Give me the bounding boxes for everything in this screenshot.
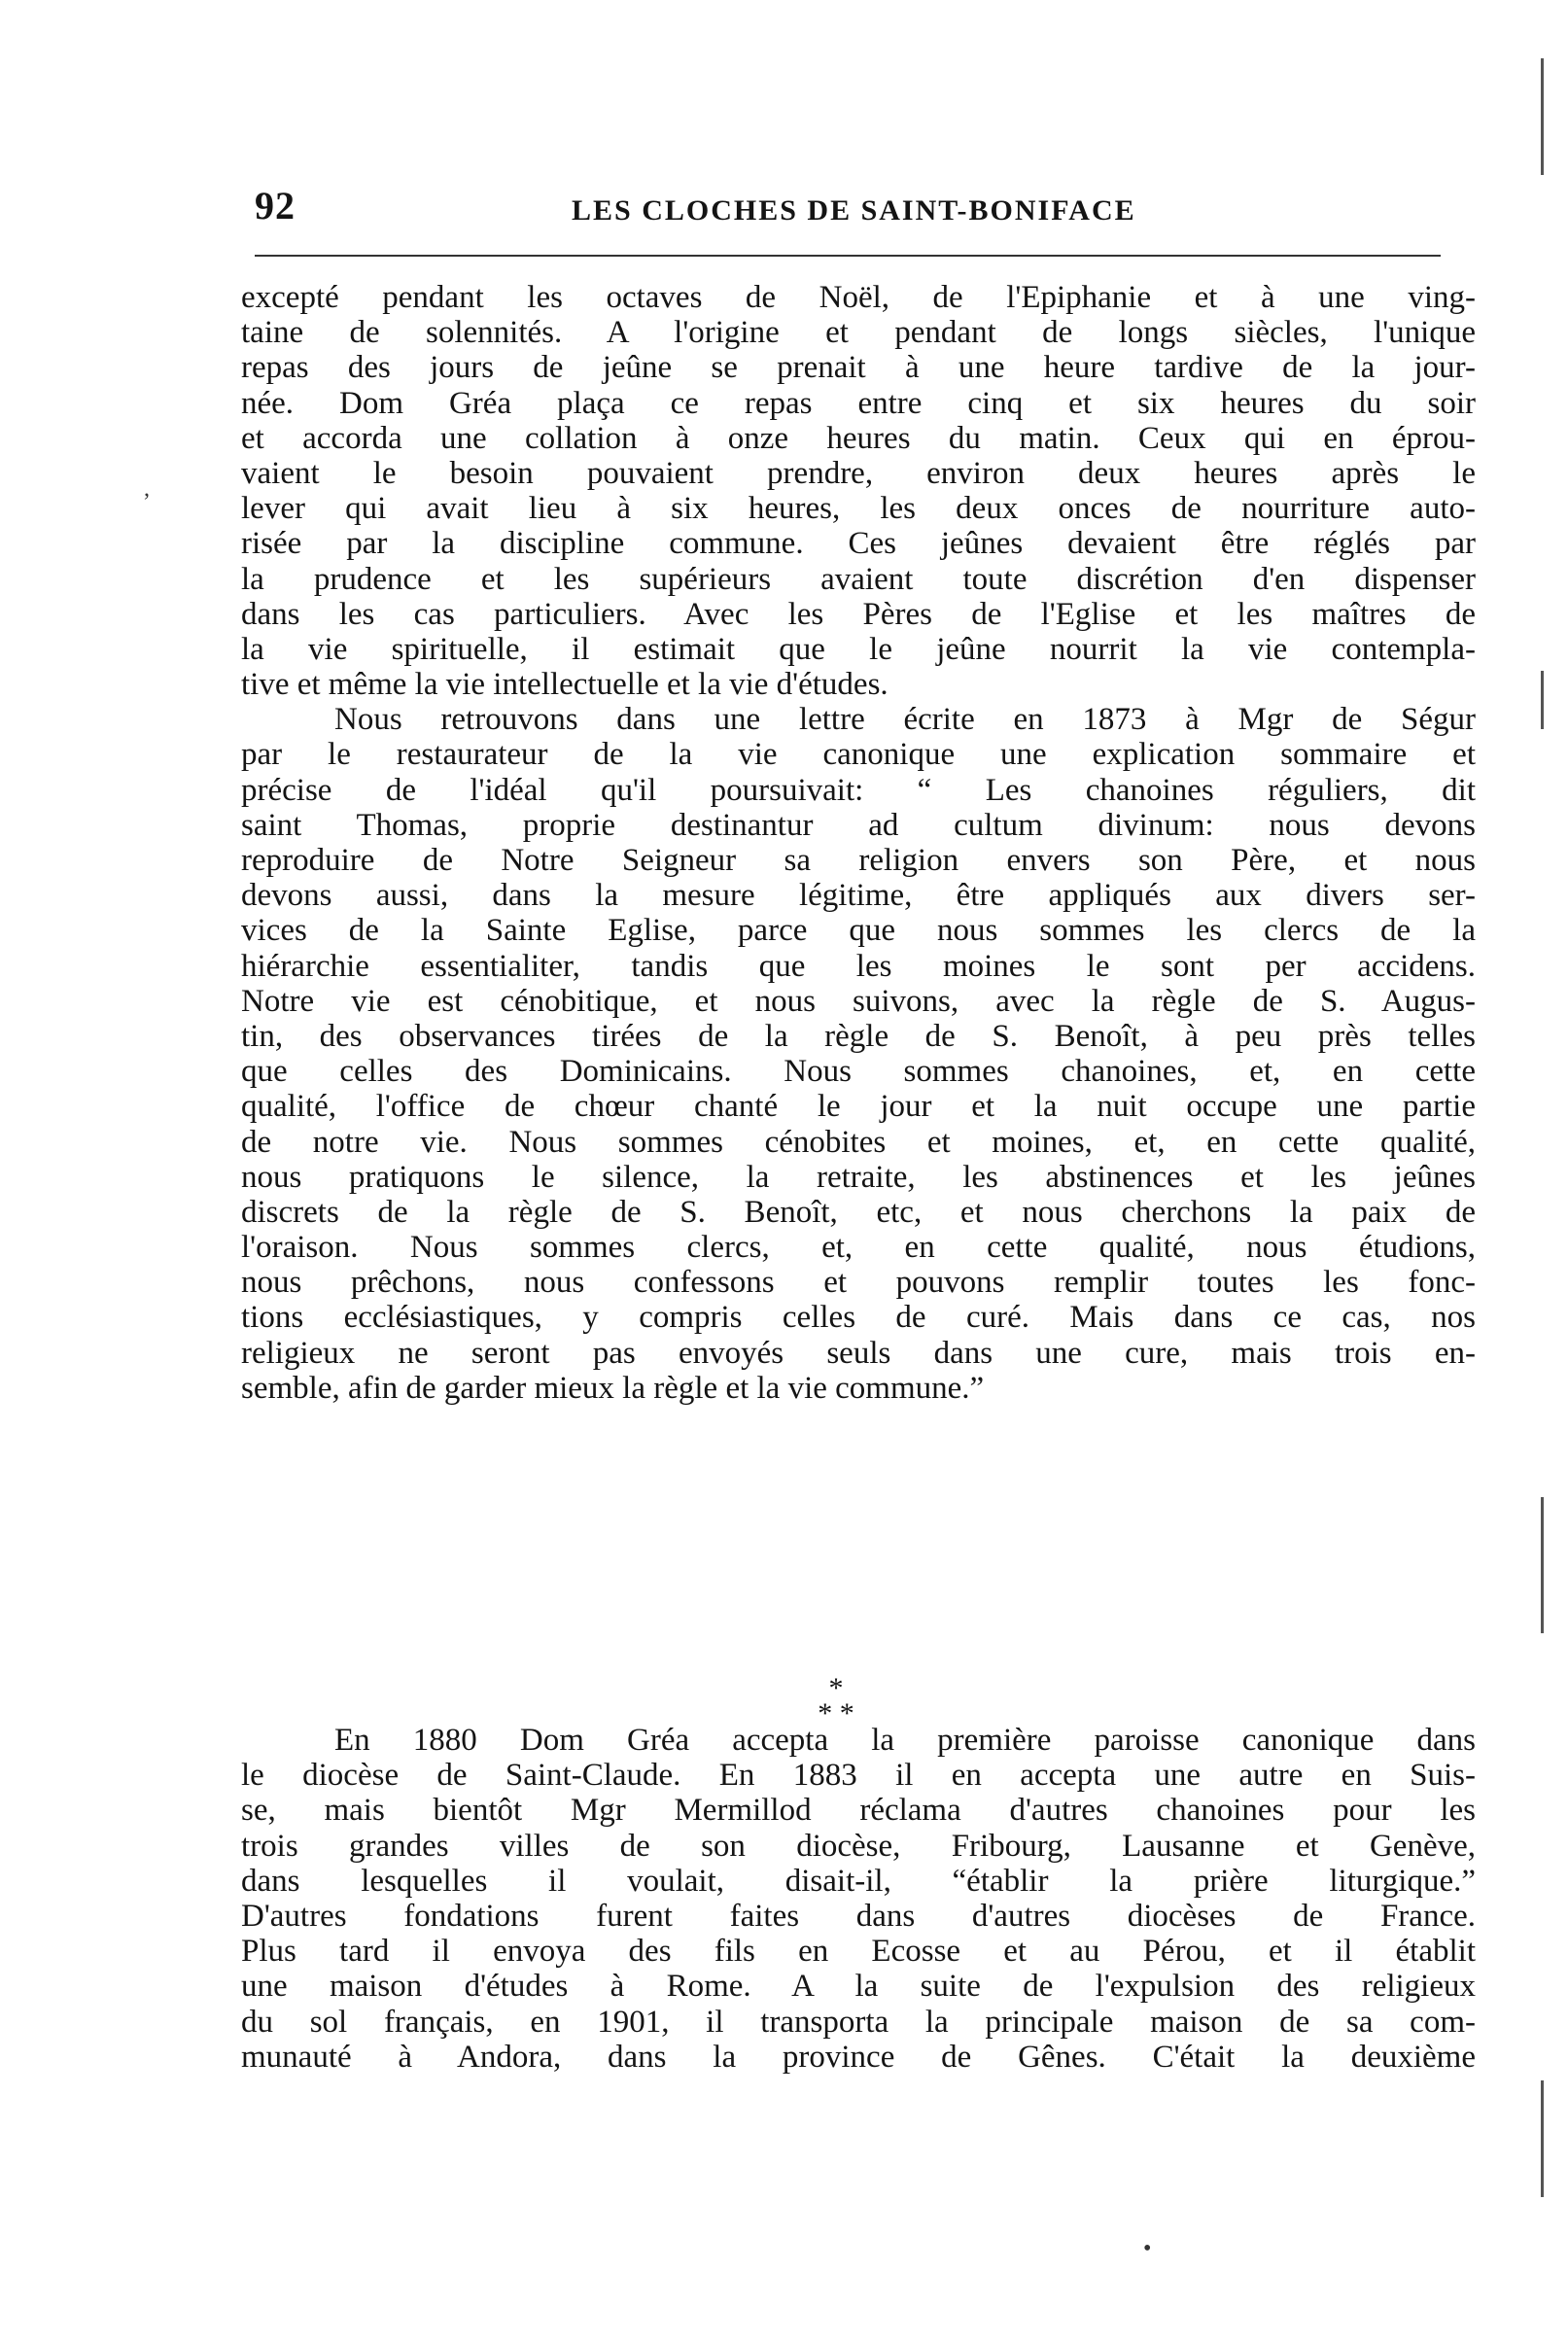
text-line: excepté pendant les octaves de Noël, de l'Epiphanie et à une ving- — [241, 280, 1476, 315]
text-line: trois grandes villes de son diocèse, Fribourg, Lausanne et Genève, — [241, 1828, 1476, 1864]
text-line: par le restaurateur de la vie canonique une explication sommaire et — [241, 737, 1476, 773]
text-line: munauté à Andora, dans la province de Gênes. C'était la deuxième — [241, 2039, 1476, 2075]
text-line: tions ecclésiastiques, y compris celles de curé. Mais dans ce cas, nos — [241, 1300, 1476, 1336]
text-line: hiérarchie essentialiter, tandis que les moines le sont per accidens. — [241, 948, 1476, 984]
text-line: tin, des observances tirées de la règle de S. Benoît, à peu près telles — [241, 1018, 1476, 1054]
margin-dot: • — [1143, 2236, 1152, 2261]
margin-scan-mark — [1541, 58, 1544, 175]
text-line: Nous retrouvons dans une lettre écrite en 1873 à Mgr de Ségur — [334, 702, 1476, 738]
text-line: Plus tard il envoya des fils en Ecosse et au Pérou, et il établit — [241, 1934, 1476, 1970]
asterism-bottom: * * — [818, 1697, 854, 1729]
text-line: la prudence et les supérieurs avaient toute discrétion d'en dispenser — [241, 561, 1476, 597]
text-line: vices de la Sainte Eglise, parce que nous sommes les clercs de la — [241, 913, 1476, 949]
text-line: saint Thomas, proprie destinantur ad cultum divinum: nous devons — [241, 807, 1476, 843]
text-line: taine de solennités. A l'origine et pendant de longs siècles, l'unique — [241, 315, 1476, 351]
text-line: et accorda une collation à onze heures du matin. Ceux qui en éprou- — [241, 420, 1476, 456]
margin-scan-mark — [1541, 671, 1544, 729]
margin-dot: , — [144, 476, 150, 502]
running-title: LES CLOCHES DE SAINT-BONIFACE — [572, 194, 1136, 227]
text-line: reproduire de Notre Seigneur sa religion envers son Père, et nous — [241, 843, 1476, 878]
text-line: devons aussi, dans la mesure légitime, être appliqués aux divers ser- — [241, 878, 1476, 914]
text-line: qualité, l'office de chœur chanté le jour et la nuit occupe une partie — [241, 1089, 1476, 1125]
text-line: tive et même la vie intellectuelle et la vie d'études. — [241, 667, 889, 703]
text-line: D'autres fondations furent faites dans d'autres diocèses de France. — [241, 1898, 1476, 1934]
text-line: dans lesquelles il voulait, disait-il, “établir la prière liturgique.” — [241, 1863, 1476, 1899]
text-line: En 1880 Dom Gréa accepta la première paroisse canonique dans — [334, 1723, 1476, 1758]
text-line: semble, afin de garder mieux la règle et la vie commune.” — [241, 1370, 985, 1406]
header-rule — [255, 255, 1441, 257]
text-line: Notre vie est cénobitique, et nous suivons, avec la règle de S. Augus- — [241, 983, 1476, 1019]
margin-scan-mark — [1541, 2080, 1544, 2197]
text-line: du sol français, en 1901, il transporta la principale maison de sa com- — [241, 2004, 1476, 2040]
page-number: 92 — [255, 184, 296, 227]
text-line: le diocèse de Saint-Claude. En 1883 il en accepta une autre en Suis- — [241, 1758, 1476, 1794]
asterism-top: * — [828, 1672, 844, 1704]
text-line: risée par la discipline commune. Ces jeûnes devaient être réglés par — [241, 526, 1476, 562]
text-line: nous prêchons, nous confessons et pouvons remplir toutes les fonc- — [241, 1265, 1476, 1301]
text-line: que celles des Dominicains. Nous sommes chanoines, et, en cette — [241, 1054, 1476, 1090]
text-line: dans les cas particuliers. Avec les Pères de l'Eglise et les maîtres de — [241, 596, 1476, 632]
text-line: l'oraison. Nous sommes clercs, et, en cette qualité, nous étudions, — [241, 1230, 1476, 1266]
text-line: religieux ne seront pas envoyés seuls dans une cure, mais trois en- — [241, 1335, 1476, 1371]
text-line: nous pratiquons le silence, la retraite, les abstinences et les jeûnes — [241, 1159, 1476, 1195]
text-line: discrets de la règle de S. Benoît, etc, et nous cherchons la paix de — [241, 1194, 1476, 1230]
text-line: de notre vie. Nous sommes cénobites et moines, et, en cette qualité, — [241, 1124, 1476, 1160]
paragraph-3 — [241, 1723, 1476, 2075]
text-line: née. Dom Gréa plaça ce repas entre cinq et six heures du soir — [241, 385, 1476, 421]
paragraph-1 — [241, 280, 1476, 1406]
text-line: lever qui avait lieu à six heures, les deux onces de nourriture auto- — [241, 491, 1476, 527]
text-line: se, mais bientôt Mgr Mermillod réclama d'autres chanoines pour les — [241, 1793, 1476, 1829]
section-asterism — [797, 1672, 875, 1729]
margin-scan-mark — [1541, 1497, 1544, 1633]
text-line: une maison d'études à Rome. A la suite de l'expulsion des religieux — [241, 1969, 1476, 2005]
text-line: précise de l'idéal qu'il poursuivait: “ Les chanoines réguliers, dit — [241, 772, 1476, 808]
text-line: repas des jours de jeûne se prenait à une heure tardive de la jour- — [241, 350, 1476, 386]
text-line: vaient le besoin pouvaient prendre, environ deux heures après le — [241, 455, 1476, 491]
text-line: la vie spirituelle, il estimait que le jeûne nourrit la vie contempla- — [241, 631, 1476, 667]
